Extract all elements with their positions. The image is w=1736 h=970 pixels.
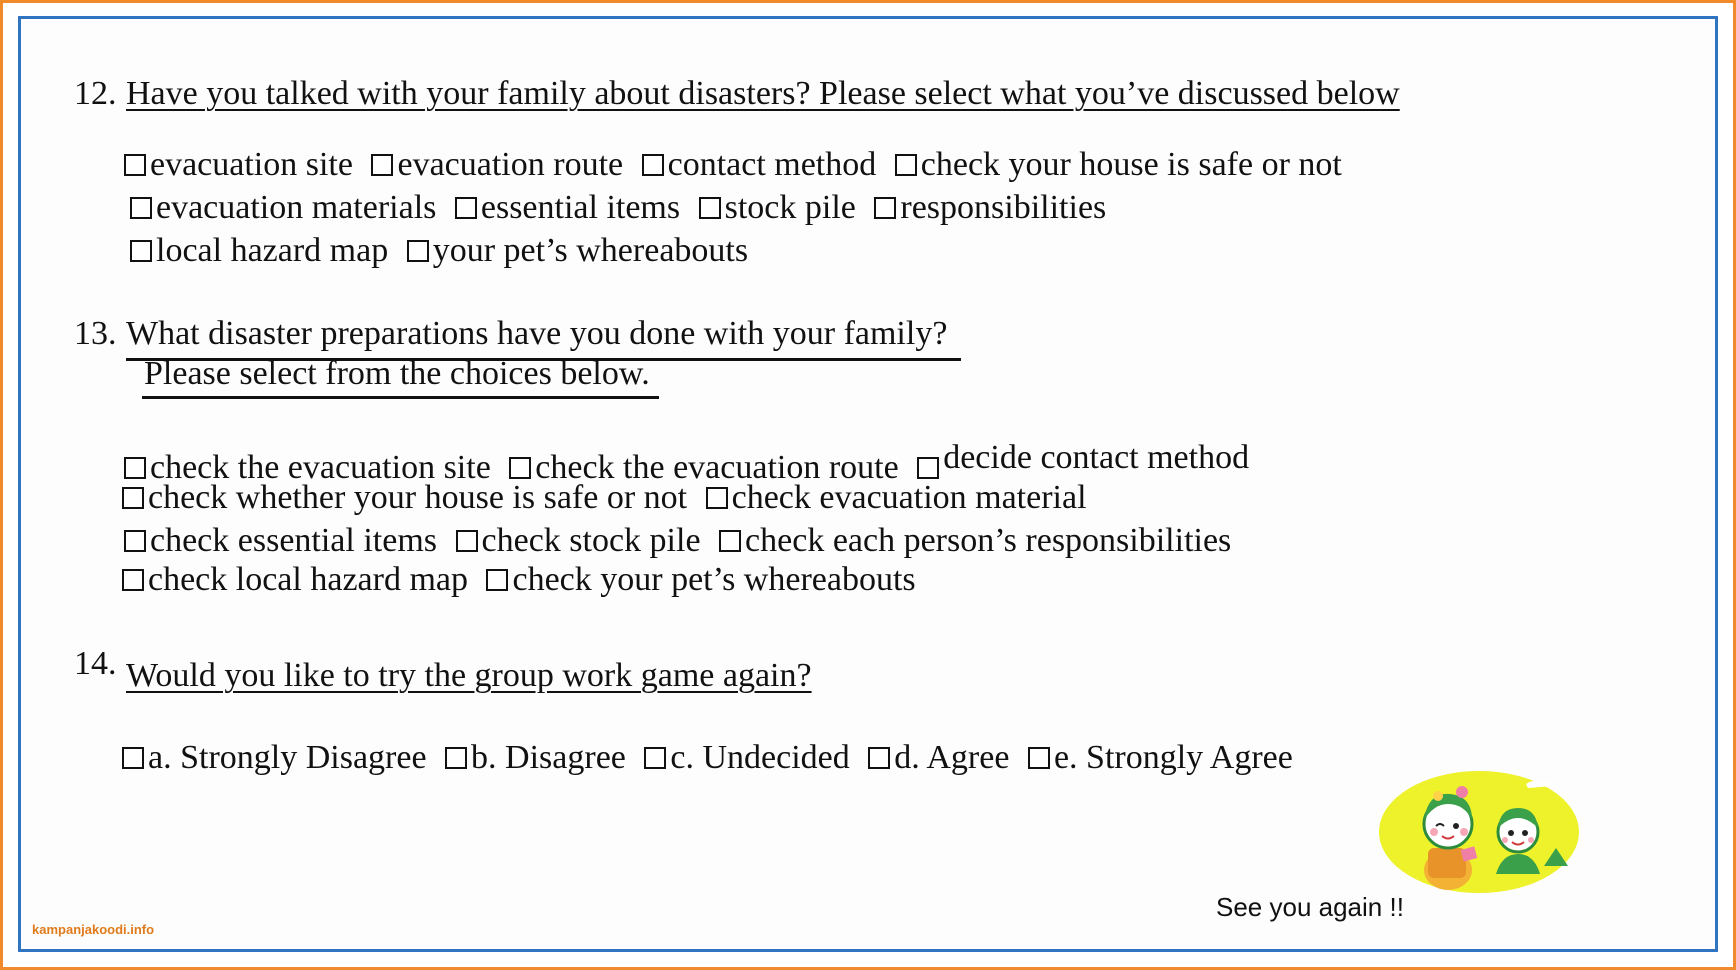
checkbox[interactable]: [455, 197, 477, 219]
checkbox[interactable]: [130, 197, 152, 219]
q12-option-essential-items[interactable]: [455, 188, 680, 228]
q12-option-responsibilities[interactable]: [874, 188, 1106, 228]
checkbox[interactable]: [407, 240, 429, 262]
checkbox[interactable]: [456, 530, 478, 552]
question-12-number: 12.: [74, 75, 117, 112]
question-13-number: 13.: [74, 315, 117, 352]
cloud-icon: [1526, 781, 1554, 788]
checkbox[interactable]: [917, 457, 939, 479]
q13-row-4: [122, 560, 926, 601]
option-label: your pet’s whereabouts: [432, 232, 749, 269]
checkbox[interactable]: [124, 154, 146, 176]
checkbox[interactable]: [642, 154, 664, 176]
q14-option-undecided[interactable]: [644, 738, 849, 778]
option-label: responsibilities: [900, 189, 1107, 226]
option-label: check whether your house is safe or not: [148, 479, 688, 516]
mascot-background: [1379, 771, 1579, 893]
checkbox[interactable]: [706, 487, 728, 509]
question-13-text-line-2: Please select from the choices below.: [144, 355, 650, 392]
q12-option-pet-whereabouts[interactable]: [407, 231, 748, 271]
option-label: decide contact method: [943, 439, 1250, 476]
question-14-number: 14.: [74, 645, 117, 682]
q12-option-contact-method[interactable]: [642, 145, 877, 185]
q13-row-2: [122, 478, 1097, 519]
checkbox[interactable]: [868, 747, 890, 769]
q12-option-local-hazard-map[interactable]: [130, 231, 388, 271]
checkbox[interactable]: [130, 240, 152, 262]
option-label: evacuation route: [397, 146, 624, 183]
question-13-underline-2: [142, 396, 659, 399]
checkbox[interactable]: [122, 569, 144, 591]
checkbox[interactable]: [509, 457, 531, 479]
option-label: a. Strongly Disagree: [148, 739, 427, 776]
q13-option-stock-pile[interactable]: [456, 521, 701, 561]
checkbox[interactable]: [719, 530, 741, 552]
checkbox[interactable]: [124, 457, 146, 479]
q13-option-house-safe[interactable]: [122, 478, 687, 518]
q14-option-strongly-disagree[interactable]: [122, 738, 427, 778]
option-label: check local hazard map: [148, 561, 468, 598]
watermark-text: kampanjakoodi.info: [32, 922, 155, 937]
option-label: check your pet’s whereabouts: [512, 561, 916, 598]
checkbox[interactable]: [895, 154, 917, 176]
q14-option-agree[interactable]: [868, 738, 1009, 778]
option-label: d. Agree: [894, 739, 1010, 776]
q14-option-strongly-agree[interactable]: [1028, 738, 1293, 778]
option-label: contact method: [667, 146, 877, 183]
option-label: essential items: [480, 189, 681, 226]
option-label: evacuation materials: [156, 189, 437, 226]
option-label: b. Disagree: [471, 739, 626, 776]
q12-option-evacuation-materials[interactable]: [130, 188, 436, 228]
q12-row-2: [130, 188, 1116, 229]
question-14-text: Would you like to try the group work game again?: [126, 657, 812, 694]
option-label: check the evacuation route: [535, 449, 899, 486]
question-13-text-line-1: What disaster preparations have you done with your family?: [126, 315, 948, 352]
q14-options-row: [122, 738, 1303, 779]
q14-option-disagree[interactable]: [445, 738, 626, 778]
mascot-boy-icon: [1496, 808, 1540, 874]
checkbox[interactable]: [486, 569, 508, 591]
checkbox[interactable]: [874, 197, 896, 219]
option-label: local hazard map: [156, 232, 389, 269]
q13-option-local-hazard-map[interactable]: [122, 560, 468, 600]
checkbox[interactable]: [644, 747, 666, 769]
q12-option-house-safe[interactable]: [895, 145, 1342, 185]
checkbox[interactable]: [122, 487, 144, 509]
checkbox[interactable]: [371, 154, 393, 176]
q12-row-3: [130, 231, 758, 272]
checkbox[interactable]: [124, 530, 146, 552]
option-label: check evacuation material: [731, 479, 1087, 516]
q13-option-pet-whereabouts[interactable]: [486, 560, 915, 600]
q12-option-evacuation-site[interactable]: [124, 145, 353, 185]
option-label: e. Strongly Agree: [1053, 739, 1293, 776]
option-label: c. Undecided: [670, 739, 850, 776]
checkbox[interactable]: [1028, 747, 1050, 769]
option-label: check your house is safe or not: [920, 146, 1342, 183]
q12-option-evacuation-route[interactable]: [371, 145, 623, 185]
option-label: evacuation site: [150, 146, 353, 183]
q12-row-1: [124, 145, 1352, 186]
q13-option-essential-items[interactable]: [124, 521, 437, 561]
checkbox[interactable]: [699, 197, 721, 219]
option-label: check essential items: [150, 522, 438, 559]
q13-row-3: [124, 521, 1241, 562]
option-label: check the evacuation site: [150, 449, 491, 486]
option-label: check stock pile: [481, 522, 701, 559]
checkbox[interactable]: [122, 747, 144, 769]
checkbox[interactable]: [445, 747, 467, 769]
question-12-text: Have you talked with your family about disasters? Please select what you’ve discussed below: [126, 75, 1400, 112]
q13-option-evacuation-material[interactable]: [706, 478, 1087, 518]
q12-option-stock-pile[interactable]: [699, 188, 856, 228]
q13-option-responsibilities[interactable]: [719, 521, 1231, 561]
farewell-text: See you again !!: [1216, 892, 1404, 922]
mascot-illustration: [1378, 770, 1580, 894]
option-label: stock pile: [724, 189, 856, 226]
option-label: check each person’s responsibilities: [745, 522, 1232, 559]
